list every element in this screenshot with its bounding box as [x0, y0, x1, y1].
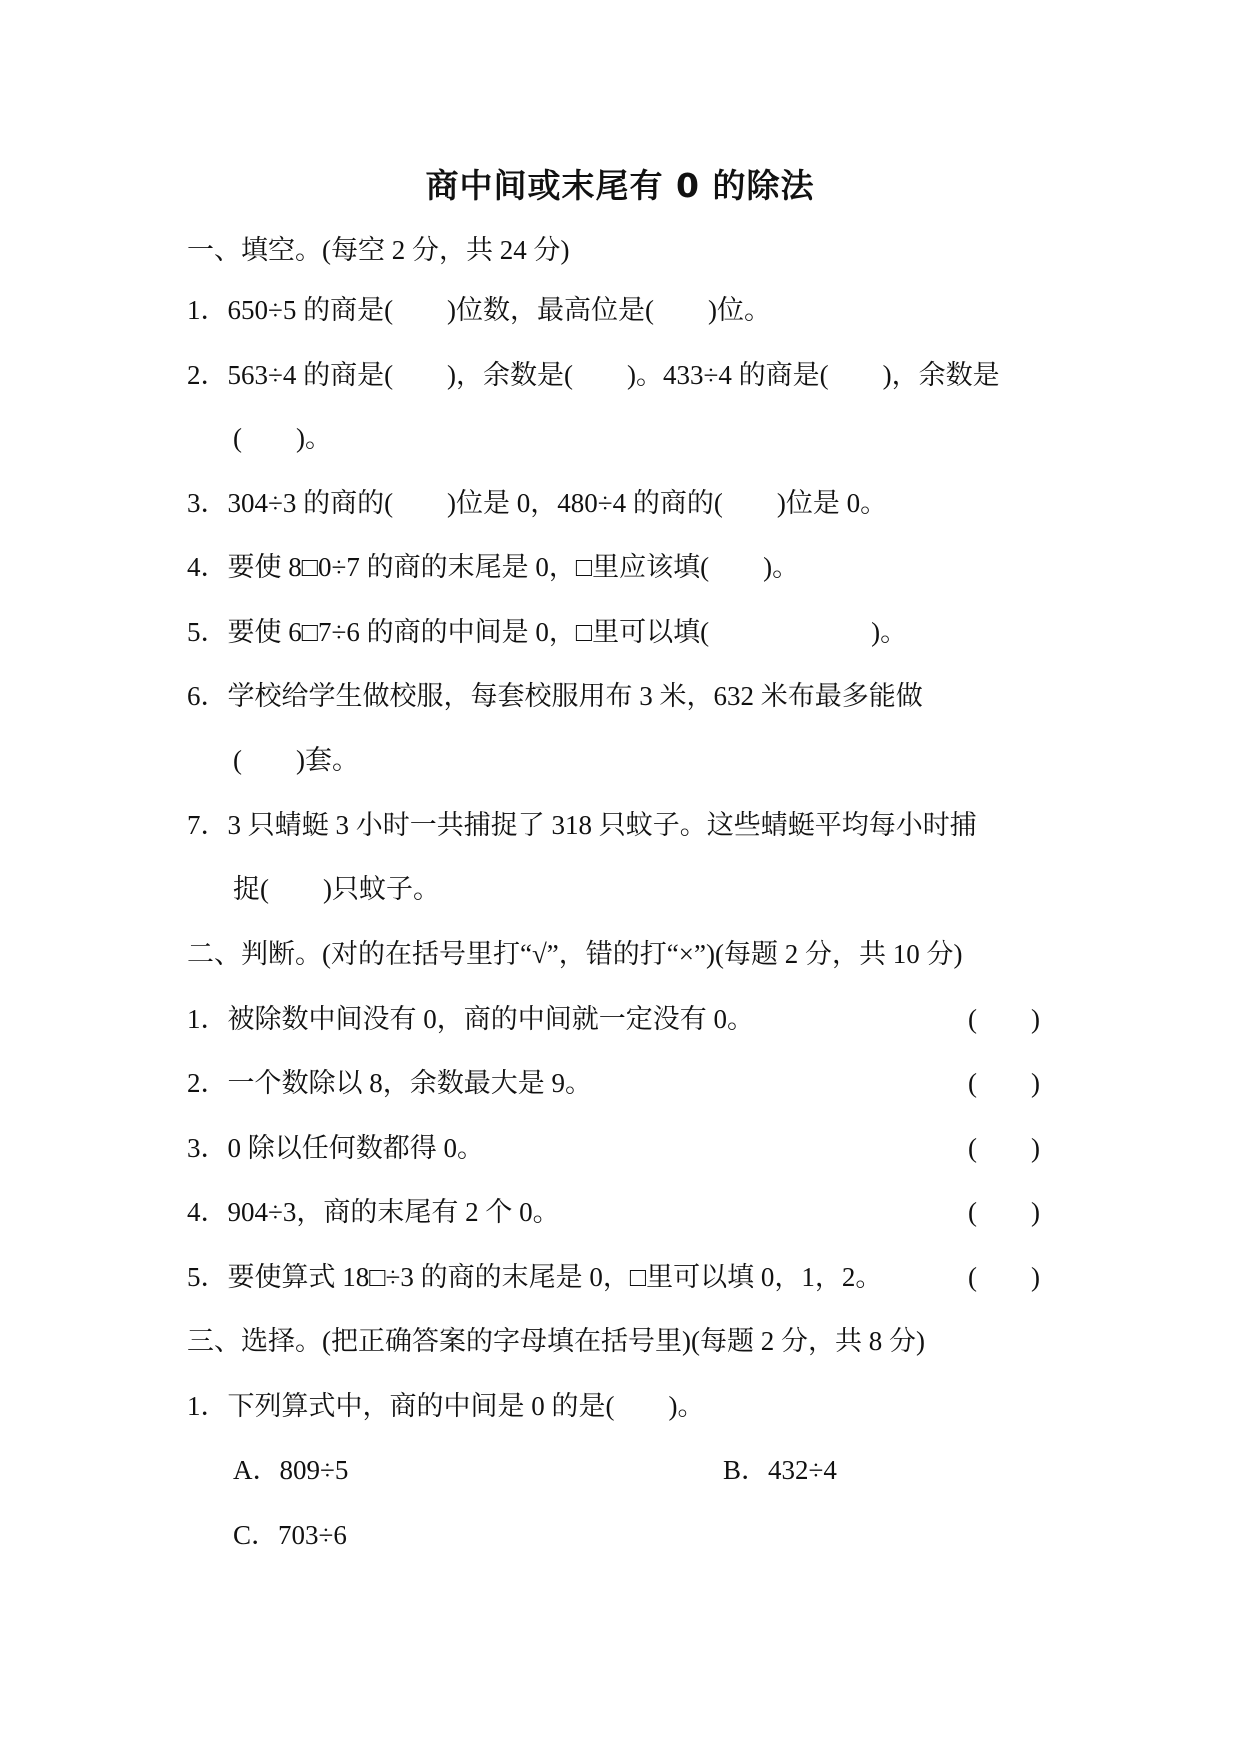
fill-blank-q3: 3．304÷3 的商的( )位是 0，480÷4 的商的( )位是 0。	[187, 488, 888, 518]
judge-q1-answer: ( )	[968, 1004, 1040, 1034]
fill-blank-q7: 7．3 只蜻蜓 3 小时一共捕捉了 318 只蚊子。这些蜻蜓平均每小时捕	[187, 810, 977, 840]
section-judge-heading: 二、判断。(对的在括号里打“√”，错的打“×”)(每题 2 分，共 10 分)	[187, 939, 963, 969]
judge-q4-answer: ( )	[968, 1197, 1040, 1227]
worksheet-title: 商中间或末尾有 0 的除法	[425, 166, 815, 205]
fill-blank-q6: 6．学校给学生做校服，每套校服用布 3 米，632 米布最多能做	[187, 681, 923, 711]
section-fill-blank-heading: 一、填空。(每空 2 分，共 24 分)	[187, 235, 570, 265]
fill-blank-q6-cont: ( )套。	[233, 745, 359, 775]
choice-q1-option-a: A．809÷5	[233, 1455, 349, 1485]
section-choice-heading: 三、选择。(把正确答案的字母填在括号里)(每题 2 分，共 8 分)	[187, 1326, 925, 1356]
judge-q2-answer: ( )	[968, 1068, 1040, 1098]
judge-q5: 5．要使算式 18□÷3 的商的末尾是 0，□里可以填 0，1，2。	[187, 1262, 883, 1292]
fill-blank-q1: 1．650÷5 的商是( )位数，最高位是( )位。	[187, 295, 772, 325]
judge-q4: 4．904÷3，商的末尾有 2 个 0。	[187, 1197, 560, 1227]
judge-q3-answer: ( )	[968, 1133, 1040, 1163]
choice-q1: 1．下列算式中，商的中间是 0 的是( )。	[187, 1391, 705, 1421]
judge-q2: 2．一个数除以 8，余数最大是 9。	[187, 1068, 592, 1098]
fill-blank-q4: 4．要使 8□0÷7 的商的末尾是 0，□里应该填( )。	[187, 552, 800, 582]
choice-q1-option-b: B．432÷4	[723, 1455, 837, 1485]
fill-blank-q2: 2．563÷4 的商是( )，余数是( )。433÷4 的商是( )，余数是	[187, 360, 1000, 390]
judge-q5-answer: ( )	[968, 1262, 1040, 1292]
judge-q1: 1．被除数中间没有 0，商的中间就一定没有 0。	[187, 1004, 754, 1034]
choice-q1-option-c: C．703÷6	[233, 1520, 347, 1550]
fill-blank-q7-cont: 捉( )只蚊子。	[233, 874, 440, 904]
judge-q3: 3．0 除以任何数都得 0。	[187, 1133, 484, 1163]
fill-blank-q2-cont: ( )。	[233, 423, 332, 453]
fill-blank-q5: 5．要使 6□7÷6 的商的中间是 0，□里可以填( )。	[187, 617, 908, 647]
